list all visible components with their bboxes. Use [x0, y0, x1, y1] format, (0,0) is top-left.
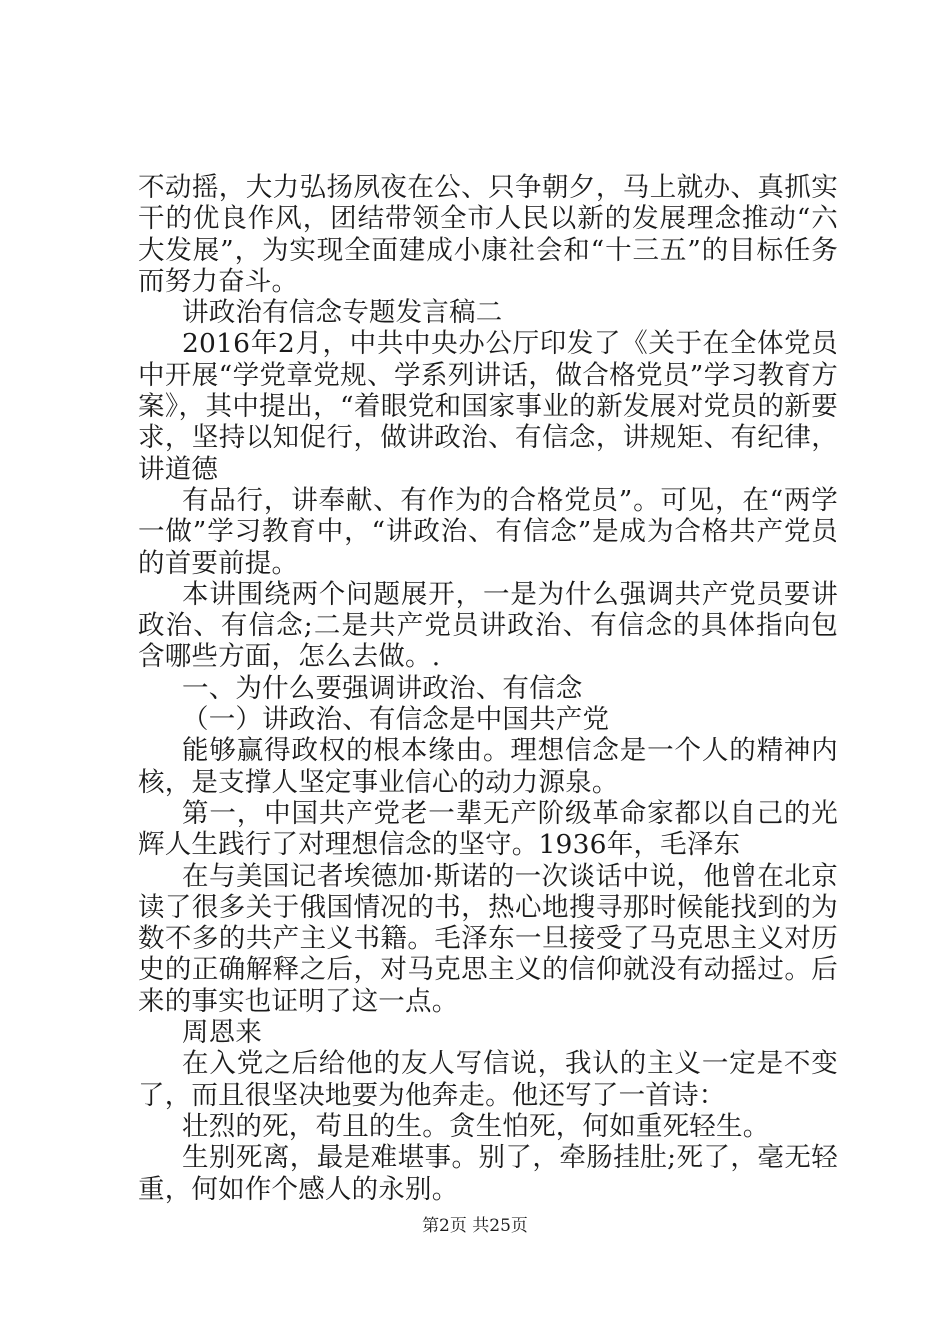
- poem-line: 生别死离，最是难堪事。别了，牵肠挂肚;死了，毫无轻重，何如作个感人的永别。: [138, 1142, 838, 1205]
- paragraph: 能够赢得政权的根本缘由。理想信念是一个人的精神内核，是支撑人坚定事业信心的动力源泉。: [138, 735, 838, 798]
- document-body: [138, 172, 838, 1205]
- paragraph: 在入党之后给他的友人写信说，我认的主义一定是不变了，而且很坚决地要为他奔走。他还写了一首诗：: [138, 1048, 838, 1111]
- page-number-footer: 第2页 共25页: [422, 1216, 528, 1236]
- heading-1: 一、为什么要强调讲政治、有信念: [182, 672, 583, 704]
- paragraph: 2016年2月，中共中央办公厅印发了《关于在全体党员中开展“学党章党规、学系列讲话，做合格党员”学习教育方案》，其中提出，“着眼党和国家事业的新发展对党员的新要求，坚持以知促行，做讲政治、有信念，讲规矩、有纪律，讲道德: [138, 328, 838, 485]
- paragraph: 有品行，讲奉献、有作为的合格党员”。可见，在“两学一做”学习教育中，“讲政治、有信念”是成为合格共产党员的首要前提。: [138, 484, 838, 579]
- paragraph: 本讲围绕两个问题展开，一是为什么强调共产党员要讲政治、有信念;二是共产党员讲政治、有信念的具体指向包含哪些方面，怎么去做。.: [138, 578, 838, 673]
- section-title: 讲政治有信念专题发言稿二: [182, 297, 503, 329]
- paragraph: 不动摇，大力弘扬夙夜在公、只争朝夕，马上就办、真抓实干的优良作风，团结带领全市人民以新的发展理念推动“六大发展”，为实现全面建成小康社会和“十三五”的目标任务而努力奋斗。: [138, 172, 838, 297]
- paragraph: 周恩来: [182, 1017, 263, 1049]
- heading-2: （一）讲政治、有信念是中国共产党: [182, 704, 610, 736]
- poem-line: 壮烈的死，苟且的生。贪生怕死，何如重死轻生。: [182, 1110, 770, 1142]
- paragraph: 在与美国记者埃德加·斯诺的一次谈话中说，他曾在北京读了很多关于俄国情况的书，热心地搜寻那时候能找到的为数不多的共产主义书籍。毛泽东一旦接受了马克思主义对历史的正确解释之后，对马克思主义的信仰就没有动摇过。后来的事实也证明了这一点。: [138, 860, 838, 1017]
- paragraph: 第一，中国共产党老一辈无产阶级革命家都以自己的光辉人生践行了对理想信念的坚守。1936年，毛泽东: [138, 797, 838, 861]
